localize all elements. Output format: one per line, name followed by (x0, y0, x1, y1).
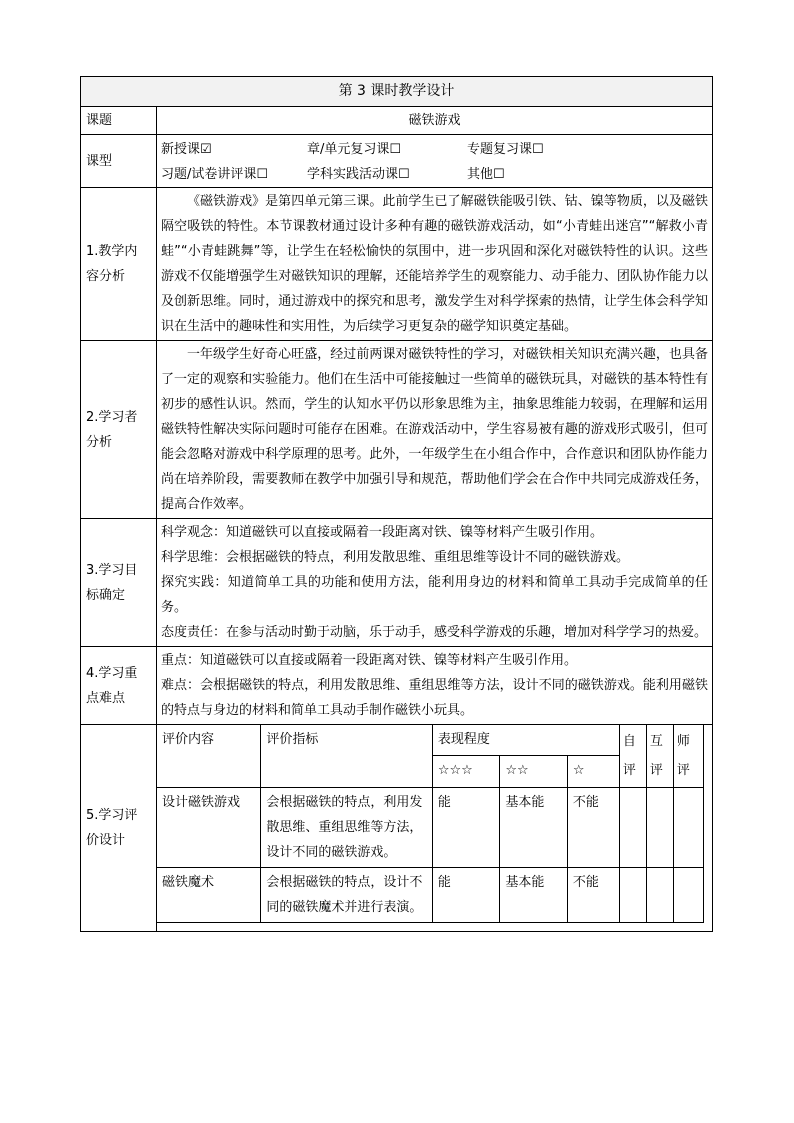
stars-three: ☆☆☆ (432, 756, 500, 788)
key-points-text-cell (157, 647, 713, 725)
evaluation-label (81, 725, 157, 932)
learner-analysis-label (81, 341, 157, 519)
lesson-type-row (81, 135, 713, 188)
objective-inquiry-practice: 探究实践：知道简单工具的功能和使用方法，能利用身边的材料和简单工具动手完成简单的任务。 (161, 575, 708, 615)
stars-one: ☆ (567, 756, 619, 788)
learner-analysis-label-line2: 分析 (86, 434, 113, 450)
content-analysis-label (81, 188, 157, 341)
title-row (81, 77, 713, 107)
evaluation-label-line1: 5.学习评 (86, 808, 138, 823)
evaluation-row-magic (157, 868, 704, 923)
key-point-difficulty: 难点：会根据磁铁的特点，利用发散思维、重组思维等方法，设计不同的磁铁游戏。能利用磁铁的特点与身边的材料和简单工具动手制作磁铁小玩具。 (161, 678, 708, 718)
stars-two: ☆☆ (500, 756, 568, 788)
header-eval-indicator: 评价指标 (261, 725, 432, 788)
page-title: 第 3 课时教学设计 (81, 77, 713, 107)
option-new-lesson: 新授课☑ (161, 142, 212, 157)
eval-content-magic: 磁铁魔术 (157, 868, 261, 923)
objectives-text-cell (157, 519, 713, 647)
lesson-design-page (80, 76, 712, 932)
header-peer-eval: 互评 (646, 725, 673, 788)
learner-analysis-text: 一年级学生好奇心旺盛，经过前两课对磁铁特性的学习，对磁铁相关知识充满兴趣，也具备了一定的观察和实验能力。他们在生活中可能接触过一些简单的磁铁玩具，对磁铁的基本特性有初步的感性认识。然而，学生的认知水平仍以形象思维为主，抽象思维能力较弱，在理解和运用磁铁特性解决实际问题时可能存在困难。在游戏活动中，学生容易被有趣的游戏形式吸引，但可能会忽略对游戏中科学原理的思考。此外，一年级学生在小组合作中，合作意识和团队协作能力尚在培养阶段，需要教师在教学中加强引导和规范，帮助他们学会在合作中共同完成游戏任务，提高合作效率。 (161, 347, 708, 512)
eval-level-cannot: 不能 (567, 868, 619, 923)
lesson-type-options-row-1 (161, 137, 708, 162)
topic-value: 磁铁游戏 (157, 107, 713, 135)
teacher-eval-cell (673, 788, 703, 868)
key-point-focus: 重点：知道磁铁可以直接或隔着一段距离对铁、镍等材料产生吸引作用。 (161, 653, 578, 668)
learner-analysis-text-cell (157, 341, 713, 519)
eval-level-can: 能 (432, 788, 500, 868)
option-unit-review: 章/单元复习课☐ (307, 142, 402, 157)
header-eval-content: 评价内容 (157, 725, 261, 788)
lesson-design-table (80, 76, 713, 932)
lesson-type-options (157, 135, 713, 188)
peer-eval-cell (646, 868, 673, 923)
evaluation-header-row (157, 725, 704, 756)
eval-level-can: 能 (432, 868, 500, 923)
option-topic-review: 专题复习课☐ (467, 142, 544, 157)
objective-science-thinking: 科学思维：会根据磁铁的特点，利用发散思维、重组思维等设计不同的磁铁游戏。 (161, 550, 630, 565)
evaluation-label-line2: 价设计 (86, 833, 126, 848)
content-analysis-text: 《磁铁游戏》是第四单元第三课。此前学生已了解磁铁能吸引铁、钴、镍等物质，以及磁铁隔空吸铁的特性。本节课教材通过设计多种有趣的磁铁游戏活动，如“小青蛙出迷宫”“解救小青蛙”“小青蛙跳舞”等，让学生在轻松愉快的氛围中，进一步巩固和深化对磁铁特性的认识。这些游戏不仅能增强学生对磁铁知识的理解，还能培养学生的观察能力、动手能力、团队协作能力以及创新思维。同时，通过游戏中的探究和思考，激发学生对科学探索的热情，让学生体会科学知识在生活中的趣味性和实用性，为后续学习更复杂的磁学知识奠定基础。 (161, 194, 708, 334)
objective-science-concept: 科学观念：知道磁铁可以直接或隔着一段距离对铁、镍等材料产生吸引作用。 (161, 525, 604, 540)
key-points-label-line2: 点难点 (86, 690, 126, 706)
eval-content-game-design: 设计磁铁游戏 (157, 788, 261, 868)
peer-eval-cell (646, 788, 673, 868)
eval-level-basic: 基本能 (500, 868, 568, 923)
evaluation-row-game-design (157, 788, 704, 868)
header-self-eval: 自评 (619, 725, 646, 788)
header-performance: 表现程度 (432, 725, 619, 756)
option-other: 其他☐ (467, 167, 505, 182)
learner-analysis-label-line1: 2.学习者 (86, 409, 138, 425)
eval-indicator-game-design: 会根据磁铁的特点，利用发散思维、重组思维等方法，设计不同的磁铁游戏。 (261, 788, 432, 868)
content-analysis-label-line1: 1.教学内 (86, 244, 138, 259)
evaluation-row (81, 725, 713, 932)
evaluation-table (157, 725, 704, 923)
lesson-type-options-row-2 (161, 162, 708, 187)
content-analysis-text-cell (157, 188, 713, 341)
teacher-eval-cell (673, 868, 703, 923)
key-points-row (81, 647, 713, 725)
objectives-label-line1: 3.学习目 (86, 562, 138, 578)
objectives-label-line2: 标确定 (86, 587, 126, 603)
header-teacher-eval: 师评 (673, 725, 703, 788)
self-eval-cell (619, 788, 646, 868)
key-points-label (81, 647, 157, 725)
objective-attitude: 态度责任：在参与活动时勤于动脑，乐于动手，感受科学游戏的乐趣，增加对科学学习的热爱。 (161, 625, 708, 640)
content-analysis-label-line2: 容分析 (86, 269, 126, 284)
lesson-type-label: 课型 (81, 135, 157, 188)
self-eval-cell (619, 868, 646, 923)
key-points-label-line1: 4.学习重 (86, 665, 138, 681)
option-practice-activity: 学科实践活动课☐ (307, 167, 410, 182)
objectives-row (81, 519, 713, 647)
eval-indicator-magic: 会根据磁铁的特点，设计不同的磁铁魔术并进行表演。 (261, 868, 432, 923)
evaluation-table-cell (157, 725, 713, 932)
topic-label: 课题 (81, 107, 157, 135)
eval-level-cannot: 不能 (567, 788, 619, 868)
eval-level-basic: 基本能 (500, 788, 568, 868)
content-analysis-row (81, 188, 713, 341)
topic-row (81, 107, 713, 135)
objectives-label (81, 519, 157, 647)
learner-analysis-row (81, 341, 713, 519)
option-exercise-review: 习题/试卷讲评课☐ (161, 167, 269, 182)
